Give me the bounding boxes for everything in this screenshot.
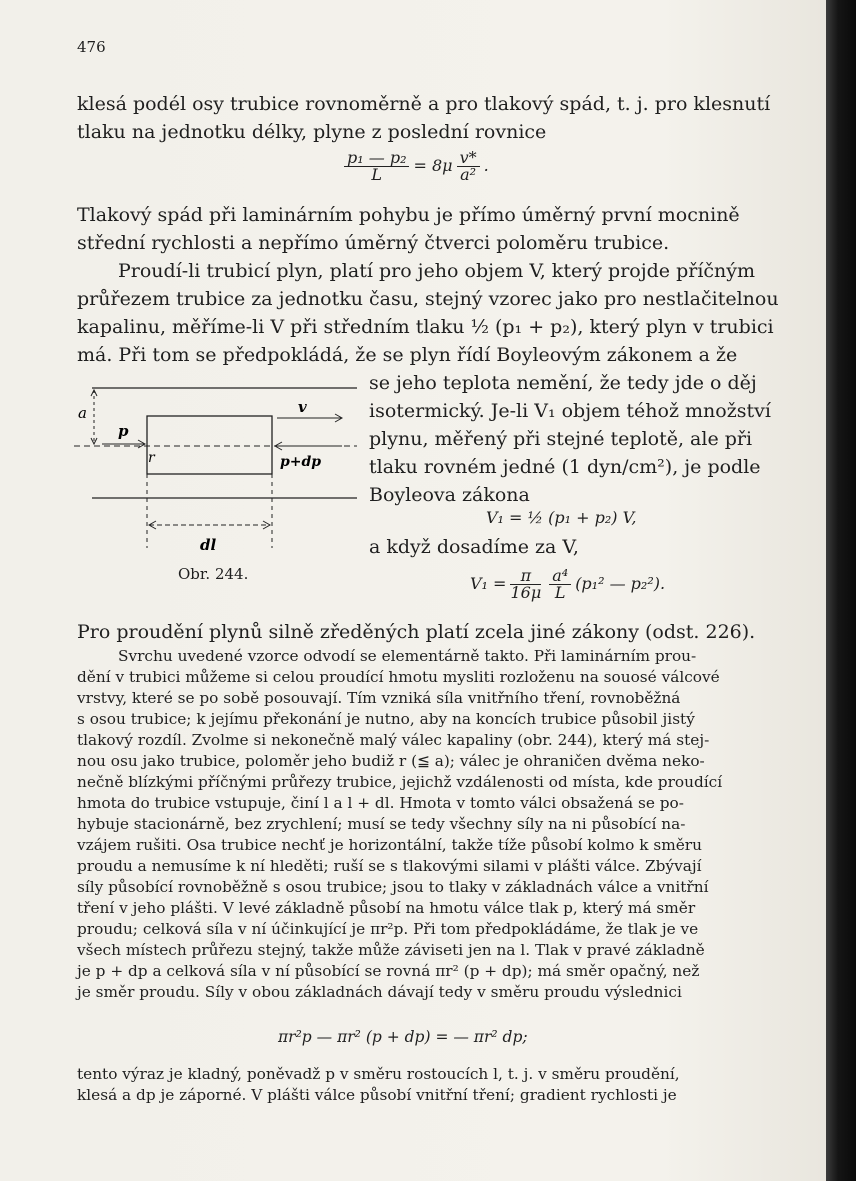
text-line: vrstvy, které se po sobě posouvají. Tím vzniká síla vnitřního tření, rovnoběžná bbox=[77, 689, 681, 707]
text-line: tento výraz je kladný, poněvadž p v směru rostoucích l, t. j. v směru proudění, bbox=[77, 1065, 680, 1083]
eq3-lhs: V₁ = bbox=[470, 574, 507, 593]
label-v: v bbox=[298, 398, 307, 416]
eq1-rhs-numerator: v* bbox=[457, 150, 480, 167]
text-line: isotermický. Je-li V₁ objem téhož množství bbox=[369, 400, 771, 422]
page-number: 476 bbox=[77, 38, 106, 56]
eq1-tail: . bbox=[483, 156, 489, 175]
label-r: r bbox=[148, 450, 155, 466]
text-line: je směr proudu. Síly v obou základnách dávají tedy v směru proudu výslednici bbox=[77, 983, 682, 1001]
label-p-dp: p+dp bbox=[280, 454, 322, 470]
text-line: všech místech průřezu stejný, takže může záviseti jen na l. Tlak v pravé základně bbox=[77, 941, 705, 959]
cylinder-element bbox=[147, 416, 272, 474]
text-line: dění v trubici můžeme si celou proudící hmotu mysliti rozloženu na souosé válcové bbox=[77, 668, 720, 686]
eq3-frac2-den: L bbox=[554, 583, 566, 602]
figure-caption: Obr. 244. bbox=[178, 565, 249, 583]
text-line: síly působící rovnoběžně s osou trubice; jsou to tlaky v základnách válce a vnitřní bbox=[77, 878, 709, 896]
text-line: tlakový rozdíl. Zvolme si nekonečně malý válec kapaliny (obr. 244), který má stej- bbox=[77, 731, 710, 749]
text-line: Pro proudění plynů silně zředěných platí zcela jiné zákony (odst. 226). bbox=[77, 621, 756, 643]
equation-boyle: V₁ = ½ (p₁ + p₂) V, bbox=[486, 508, 637, 527]
text-line: a když dosadíme za V, bbox=[369, 536, 579, 558]
text-line: vzájem rušiti. Osa trubice nechť je horizontální, takže tíže působí kolmo k směru bbox=[77, 836, 702, 854]
text-line: kapalinu, měříme-li V při středním tlaku ½ (p₁ + p₂), který plyn v trubici bbox=[77, 316, 774, 338]
eq3-frac2-num: a⁴ bbox=[549, 568, 571, 585]
text-line: hybuje stacionárně, bez zrychlení; musí se tedy všechny síly na ni působící na- bbox=[77, 815, 686, 833]
text-line: s osou trubice; k jejímu překonání je nutno, aby na koncích trubice působil jistý bbox=[77, 710, 695, 728]
text-line: se jeho teplota nemění, že tedy jde o děj bbox=[369, 372, 757, 394]
text-line: má. Při tom se předpokládá, že se plyn řídí Boyleovým zákonem a že bbox=[77, 344, 738, 366]
text-line: Boyleova zákona bbox=[369, 484, 530, 506]
text-line: Svrchu uvedené vzorce odvodí se elementárně takto. Při laminárním prou- bbox=[118, 647, 697, 665]
text-line: tlaku na jednotku délky, plyne z poslední rovnice bbox=[77, 121, 547, 143]
eq3-frac1-den: 16μ bbox=[510, 583, 542, 602]
label-a: a bbox=[78, 404, 87, 422]
label-dl: dl bbox=[200, 536, 217, 554]
text-line: nou osu jako trubice, poloměr jeho budiž r (≦ a); válec je ohraničen dvěma neko- bbox=[77, 752, 705, 770]
text-line: průřezem trubice za jednotku času, stejný vzorec jako pro nestlačitelnou bbox=[77, 288, 779, 310]
text-line: Tlakový spád při laminárním pohybu je přímo úměrný první mocnině bbox=[77, 204, 740, 226]
text-line: nečně blízkými příčnými průřezy trubice, jejichž vzdálenosti od místa, kde proudící bbox=[77, 773, 723, 791]
eq1-numerator: p₁ — p₂ bbox=[344, 150, 409, 167]
text-line: Proudí-li trubicí plyn, platí pro jeho objem V, který projde příčným bbox=[118, 260, 756, 282]
eq3-frac1-num: π bbox=[510, 568, 541, 585]
eq1-rhs-coeff: = 8μ bbox=[413, 156, 453, 175]
equation-volume bbox=[470, 568, 665, 601]
label-p: p bbox=[118, 422, 129, 440]
equation-force-balance: πr²p — πr² (p + dp) = — πr² dp; bbox=[278, 1028, 528, 1046]
text-line: tlaku rovném jedné (1 dyn/cm²), je podle bbox=[369, 456, 761, 478]
eq1-denominator: L bbox=[371, 165, 383, 184]
text-line: hmota do trubice vstupuje, činí l a l + dl. Hmota v tomto válci obsažená se po- bbox=[77, 794, 684, 812]
text-line: tření v jeho plášti. V levé základně působí na hmotu válce tlak p, který má směr bbox=[77, 899, 696, 917]
figure-244-diagram bbox=[72, 378, 357, 588]
text-line: klesá a dp je záporné. V plášti válce působí vnitřní tření; gradient rychlosti je bbox=[77, 1086, 677, 1104]
text-line: klesá podél osy trubice rovnoměrně a pro tlakový spád, t. j. pro klesnutí bbox=[77, 93, 771, 115]
text-line: proudu a nemusíme k ní hleděti; ruší se s tlakovými silami v plášti válce. Zbývají bbox=[77, 857, 702, 875]
text-line: proudu; celková síla v ní účinkující je πr²p. Při tom předpokládáme, že tlak je ve bbox=[77, 920, 699, 938]
eq3-tail: (p₁² — p₂²). bbox=[575, 574, 666, 593]
text-line: střední rychlosti a nepřímo úměrný čtverci poloměru trubice. bbox=[77, 232, 670, 254]
text-line: plynu, měřený při stejné teplotě, ale při bbox=[369, 428, 753, 450]
equation-pressure-gradient bbox=[340, 150, 489, 183]
eq1-rhs-denominator: a² bbox=[460, 165, 477, 184]
text-line: je p + dp a celková síla v ní působící se rovná πr² (p + dp); má směr opačný, než bbox=[77, 962, 700, 980]
book-binding-edge bbox=[826, 0, 856, 1181]
